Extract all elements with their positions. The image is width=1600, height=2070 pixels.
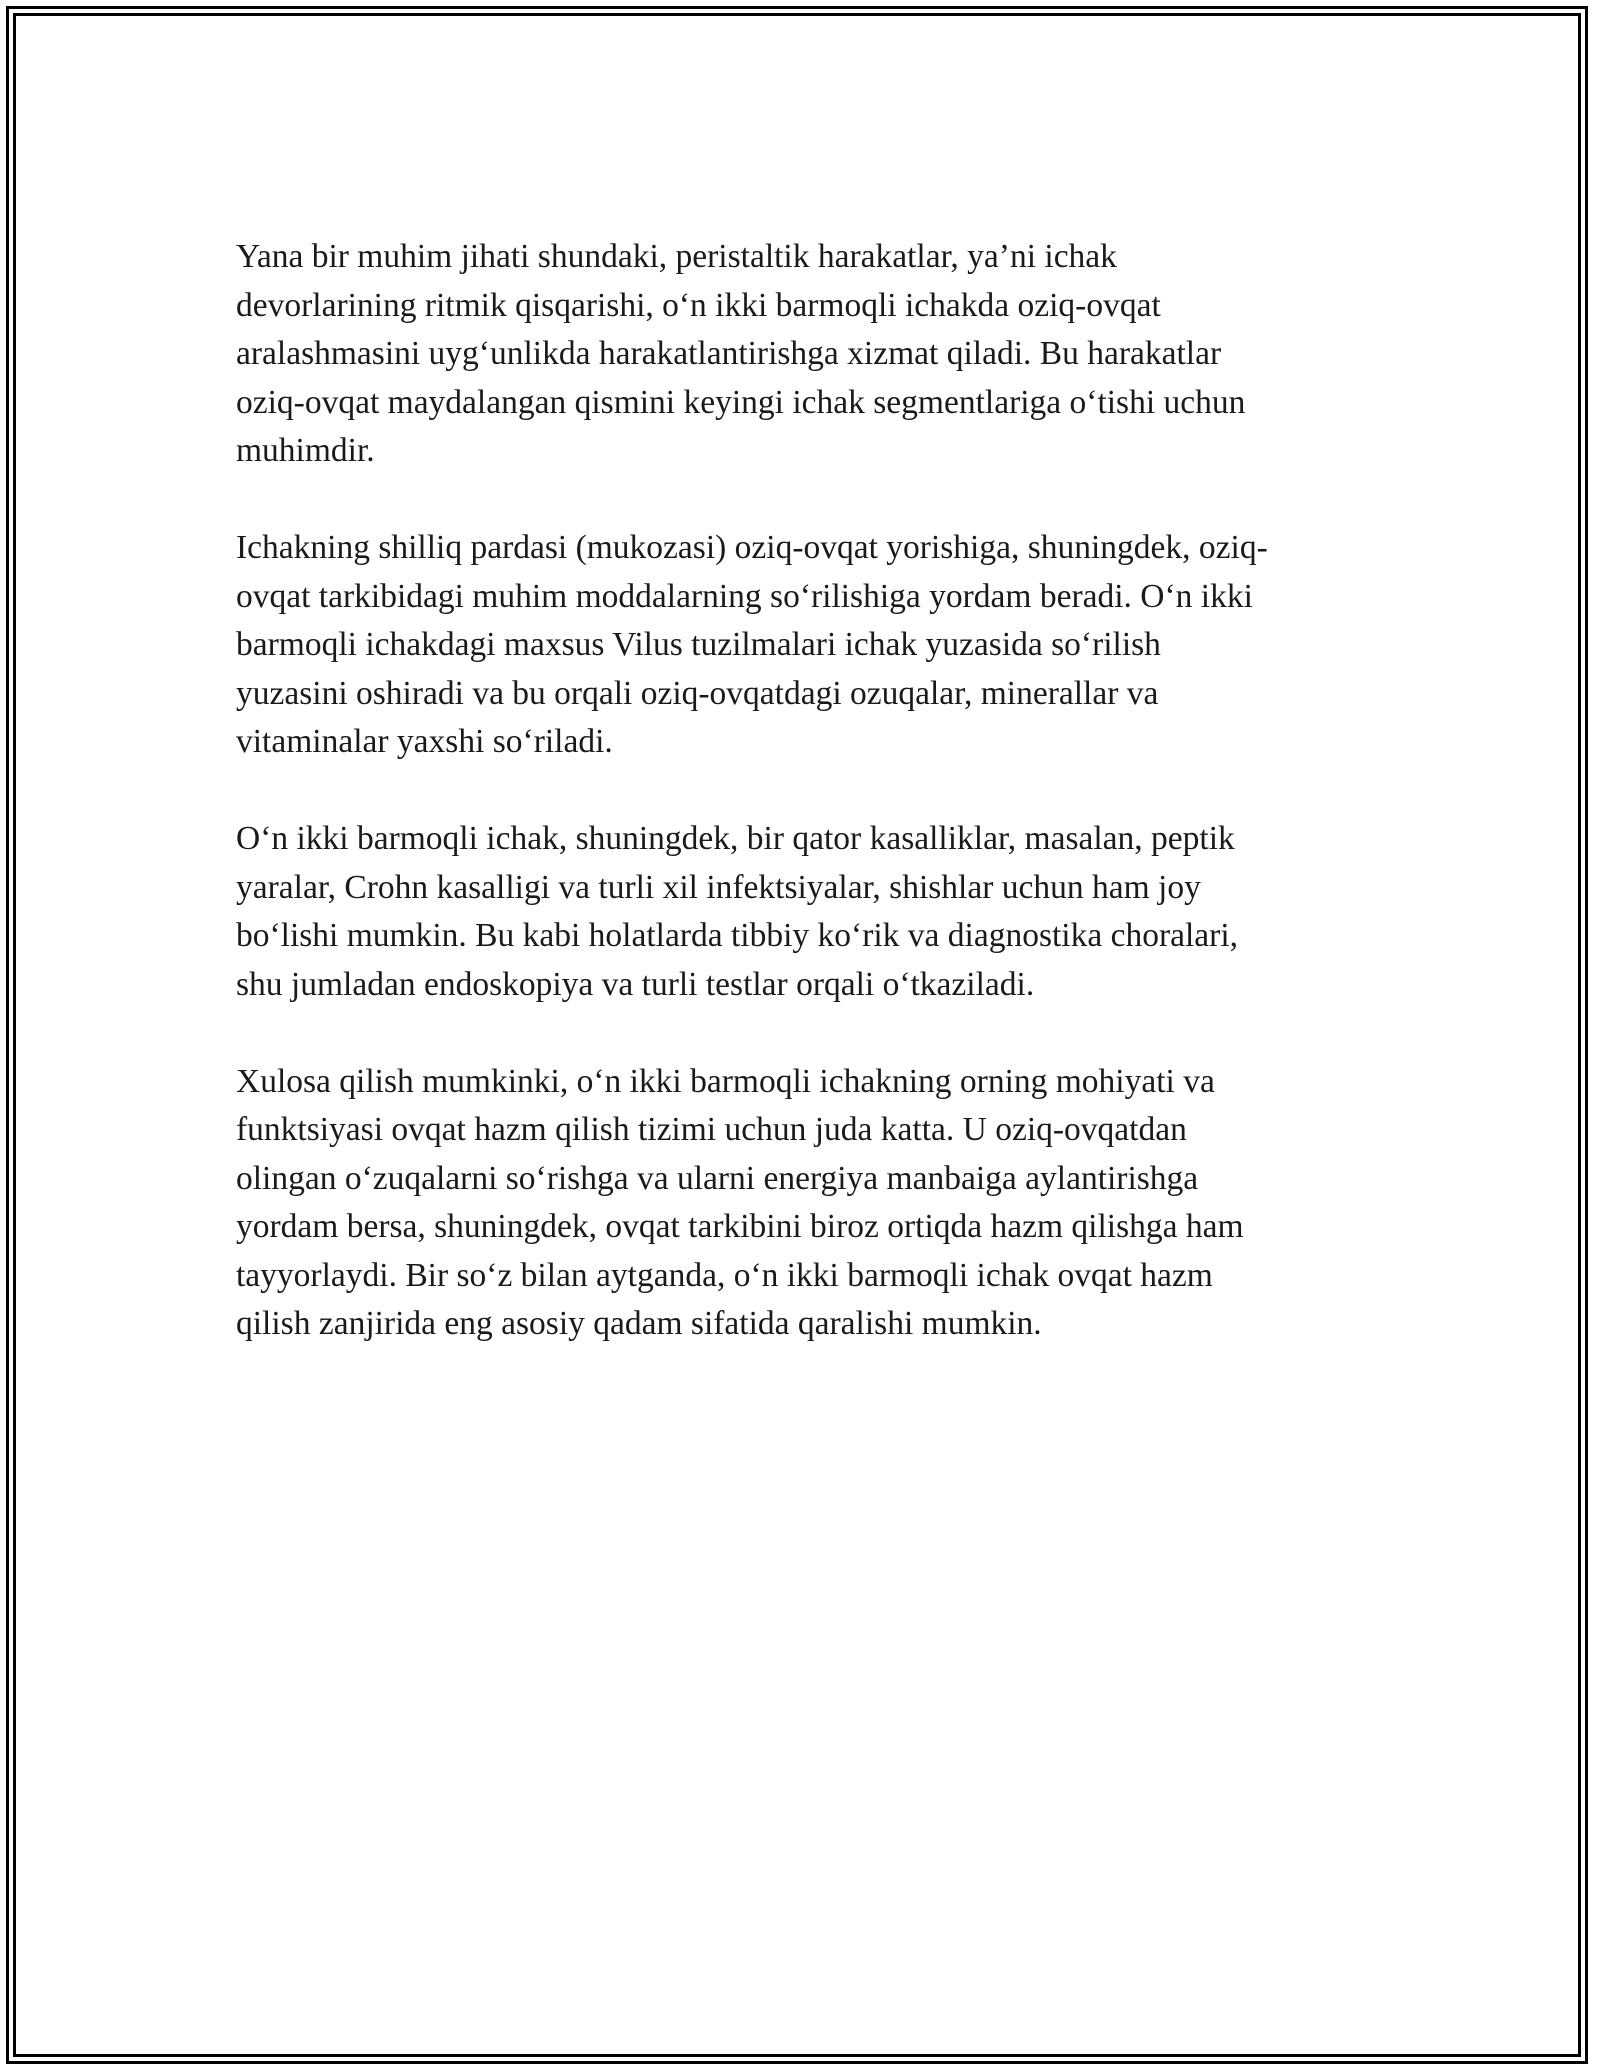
document-body: [236, 233, 1386, 1397]
paragraph-conclusion: Xulosa qilish mumkinki, o‘n ikki barmoqli ichakning orning mohiyati va funktsiyasi ovqat hazm qilish tizimi uchun juda katta. U oziq-ovqatdan olingan o‘zuqalarni so‘rishga va ularni energiya manbaiga aylantirishga yordam bersa, shuningdek, ovqat tarkibini biroz ortiqda hazm qilishga ham tayyorlaydi. Bir so‘z bilan aytganda, o‘n ikki barmoqli ichak ovqat hazm qilish zanjirida eng asosiy qadam sifatida qaralishi mumkin.: [236, 1062, 1244, 1342]
paragraph-diseases: O‘n ikki barmoqli ichak, shuningdek, bir qator kasalliklar, masalan, peptik yaralar, Crohn kasalligi va turli xil infektsiyalar, shishlar uchun ham joy bo‘lishi mumkin. Bu kabi holatlarda tibbiy ko‘rik va diagnostika choralari, shu jumladan endoskopiya va turli testlar orqali o‘tkaziladi.: [236, 820, 1239, 1003]
paragraph-mucosa: Ichakning shilliq pardasi (mukozasi) oziq-ovqat yorishiga, shuningdek, oziq- ovqat tarkibidagi muhim moddalarning so‘rilishiga yordam beradi. O‘n ikki barmoqli ichakdagi maxsus Vilus tuzilmalari ichak yuzasida so‘rilish yuzasini oshiradi va bu orqali oziq-ovqatdagi ozuqalar, minerallar va vitaminalar yaxshi so‘riladi.: [236, 529, 1268, 760]
paragraph-peristalsis: Yana bir muhim jihati shundaki, peristaltik harakatlar, ya’ni ichak devorlarining ritmik qisqarishi, o‘n ikki barmoqli ichakda oziq-ovqat aralashmasini uyg‘unlikda harakatlantirishga xizmat qiladi. Bu harakatlar oziq-ovqat maydalangan qismini keyingi ichak segmentlariga o‘tishi uchun muhimdir.: [236, 238, 1246, 469]
